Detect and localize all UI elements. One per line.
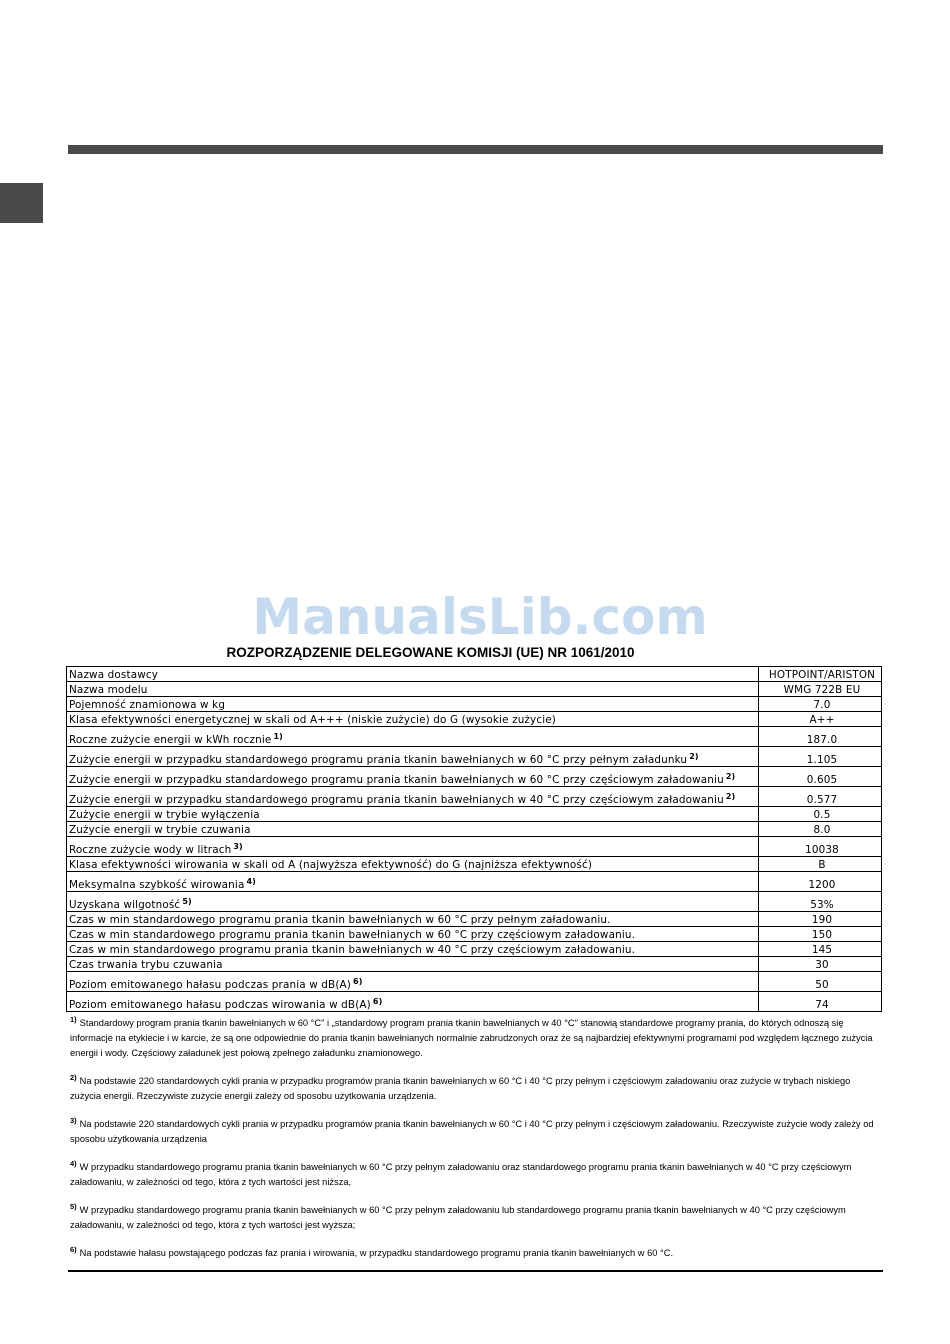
table-row: [67, 837, 882, 857]
footnote-text: Na podstawie hałasu powstającego podczas faz prania i wirowania, w przypadku standardowego programu prania tkanin bawełnianych w 60 °C.: [79, 1248, 674, 1258]
row-label: Zużycie energii w przypadku standardowego programu prania tkanin bawełnianych w 60 °C przy pełnym załadunku: [69, 754, 688, 766]
row-value: 1.105: [759, 747, 882, 767]
footnote: [70, 1113, 875, 1147]
row-label: Poziom emitowanego hałasu podczas wirowania w dB(A): [69, 999, 371, 1011]
footnote-ref: 4): [246, 877, 256, 886]
row-label-cell: [67, 892, 759, 912]
row-value: 1200: [759, 872, 882, 892]
row-label-cell: [67, 712, 759, 727]
row-label-cell: [67, 822, 759, 837]
footnote-number: 3): [70, 1116, 77, 1125]
footnote-ref: 3): [233, 842, 243, 851]
table-row: [67, 892, 882, 912]
footnote-number: 4): [70, 1159, 77, 1168]
footnote-ref: 2): [725, 772, 736, 781]
row-value: WMG 722B EU: [759, 682, 882, 697]
row-label-cell: [67, 912, 759, 927]
product-fiche-table: [66, 666, 882, 1012]
table-row: [67, 872, 882, 892]
footer-rule: [68, 1270, 883, 1272]
watermark: ManualsLib.com: [252, 588, 708, 646]
row-value: 0.577: [759, 787, 882, 807]
row-label: Meksymalna szybkość wirowania: [69, 879, 245, 891]
table-row: [67, 712, 882, 727]
footnote: [70, 1242, 875, 1261]
row-value: 0.605: [759, 767, 882, 787]
table-row: [67, 972, 882, 992]
row-label: Czas w min standardowego programu prania tkanin bawełnianych w 40 °C przy częściowym załadowaniu.: [69, 944, 636, 956]
row-label-cell: [67, 807, 759, 822]
row-label: Pojemność znamionowa w kg: [69, 699, 226, 711]
footnote-text: Standardowy program prania tkanin bawełnianych w 60 °C" i „standardowy program prania tkanin bawełnianych w 40 °C" stanowią standardowe programy prania, do których odnoszą się informacje na etykiecie i w karcie, że są one odpowiednie do prania tkanin bawełnianych normalnie zabrudzonych oraz że są najbardziej efektywnymi programami pod względem łącznego zużycia energii i wody. Częściowy załadunek jest połową zpełnego załadunku znamionowego.: [70, 1018, 873, 1058]
footnote: [70, 1199, 875, 1233]
table-row: [67, 957, 882, 972]
footnote-ref: 5): [182, 897, 192, 906]
document-title: ROZPORZĄDZENIE DELEGOWANE KOMISJI (UE) NR 1061/2010: [226, 645, 635, 660]
footnotes: [70, 1012, 875, 1270]
footnote: [70, 1070, 875, 1104]
row-label-cell: [67, 747, 759, 767]
footnote-text: Na podstawie 220 standardowych cykli prania w przypadku programów prania tkanin bawełnianych w 60 °C i 40 °C przy pełnym i częściowym załadowaniu. Rzeczywiste zużycie wody zależy od sposobu użytkowania urządzenia: [70, 1119, 874, 1144]
footnote-ref: 6): [353, 977, 363, 986]
row-label: Roczne zużycie energii w kWh rocznie: [69, 734, 272, 746]
row-label-cell: [67, 972, 759, 992]
row-label: Nazwa dostawcy: [69, 669, 159, 681]
row-value: 0.5: [759, 807, 882, 822]
row-label: Poziom emitowanego hałasu podczas prania w dB(A): [69, 979, 351, 991]
row-label: Nazwa modelu: [69, 684, 148, 696]
row-label: Zużycie energii w przypadku standardowego programu prania tkanin bawełnianych w 60 °C przy częściowym załadowaniu: [69, 774, 724, 786]
row-label: Zużycie energii w trybie wyłączenia: [69, 809, 260, 821]
footnote-ref: 1): [273, 732, 283, 741]
row-label: Czas trwania trybu czuwania: [69, 959, 223, 971]
footnote: [70, 1156, 875, 1190]
row-label-cell: [67, 957, 759, 972]
row-label-cell: [67, 727, 759, 747]
table-row: [67, 822, 882, 837]
row-label: Zużycie energii w przypadku standardowego programu prania tkanin bawełnianych w 40 °C przy częściowym załadowaniu: [69, 794, 724, 806]
row-label-cell: [67, 857, 759, 872]
table-row: [67, 682, 882, 697]
footnote-number: 1): [70, 1015, 77, 1024]
header-rule: [68, 145, 883, 154]
footnote-ref: 6): [372, 997, 383, 1006]
table-row: [67, 787, 882, 807]
row-value: 30: [759, 957, 882, 972]
row-label: Klasa efektywności energetycznej w skali od A+++ (niskie zużycie) do G (wysokie zużycie): [69, 714, 556, 726]
row-value: 74: [759, 992, 882, 1012]
footnote-text: W przypadku standardowego programu prania tkanin bawełnianych w 60 °C przy pełnym załadowaniu oraz standardowego programu prania tkanin bawełnianych w 40 °C przy częściowym załadowaniu, w zależności od tego, która z tych wartości jest niższa,: [70, 1162, 852, 1187]
row-value: 8.0: [759, 822, 882, 837]
table-row: [67, 992, 882, 1012]
footnote-number: 2): [70, 1073, 77, 1082]
row-label: Zużycie energii w trybie czuwania: [69, 824, 251, 836]
row-label-cell: [67, 767, 759, 787]
row-value: 10038: [759, 837, 882, 857]
row-label-cell: [67, 942, 759, 957]
row-label-cell: [67, 837, 759, 857]
row-value: HOTPOINT/ARISTON: [759, 667, 882, 682]
row-label-cell: [67, 992, 759, 1012]
row-label: Uzyskana wilgotność: [69, 899, 181, 911]
row-label-cell: [67, 872, 759, 892]
row-label-cell: [67, 697, 759, 712]
row-value: A++: [759, 712, 882, 727]
table-row: [67, 927, 882, 942]
row-label-cell: [67, 927, 759, 942]
row-value: 190: [759, 912, 882, 927]
row-label-cell: [67, 682, 759, 697]
table-row: [67, 767, 882, 787]
footnote-ref: 2): [689, 752, 699, 761]
table-row: [67, 697, 882, 712]
row-label: Czas w min standardowego programu prania tkanin bawełnianych w 60 °C przy częściowym załadowaniu.: [69, 929, 636, 941]
row-label-cell: [67, 787, 759, 807]
section-tab-marker: [0, 183, 43, 223]
row-value: 7.0: [759, 697, 882, 712]
table-row: [67, 942, 882, 957]
table-row: [67, 807, 882, 822]
row-value: 53%: [759, 892, 882, 912]
row-value: 50: [759, 972, 882, 992]
row-label: Roczne zużycie wody w litrach: [69, 844, 232, 856]
footnote-ref: 2): [725, 792, 736, 801]
table-row: [67, 727, 882, 747]
row-value: 187.0: [759, 727, 882, 747]
footnote-text: Na podstawie 220 standardowych cykli prania w przypadku programów prania tkanin bawełnianych w 60 °C i 40 °C przy pełnym i częściowym załadowaniu oraz zużycie w trybach niskiego zużycia energii. Rzeczywiste zużycie energii zależy od sposobu użytkowania urządzenia.: [70, 1076, 851, 1101]
table-row: [67, 912, 882, 927]
footnote: [70, 1012, 875, 1061]
footnote-text: W przypadku standardowego programu prania tkanin bawełnianych w 60 °C przy pełnym załadowaniu lub standardowego programu prania tkanin bawełnianych w 40 °C przy częściowym załadowaniu, w zależności od tego, która z tych wartości jest wyższa;: [70, 1205, 846, 1230]
row-value: 150: [759, 927, 882, 942]
row-label: Czas w min standardowego programu prania tkanin bawełnianych w 60 °C przy pełnym załadowaniu.: [69, 914, 611, 926]
footnote-number: 6): [70, 1245, 77, 1254]
table-row: [67, 667, 882, 682]
row-value: B: [759, 857, 882, 872]
row-label: Klasa efektywności wirowania w skali od A (najwyższa efektywność) do G (najniższa efektywność): [69, 859, 593, 871]
row-value: 145: [759, 942, 882, 957]
footnote-number: 5): [70, 1202, 77, 1211]
table-row: [67, 747, 882, 767]
row-label-cell: [67, 667, 759, 682]
table-row: [67, 857, 882, 872]
